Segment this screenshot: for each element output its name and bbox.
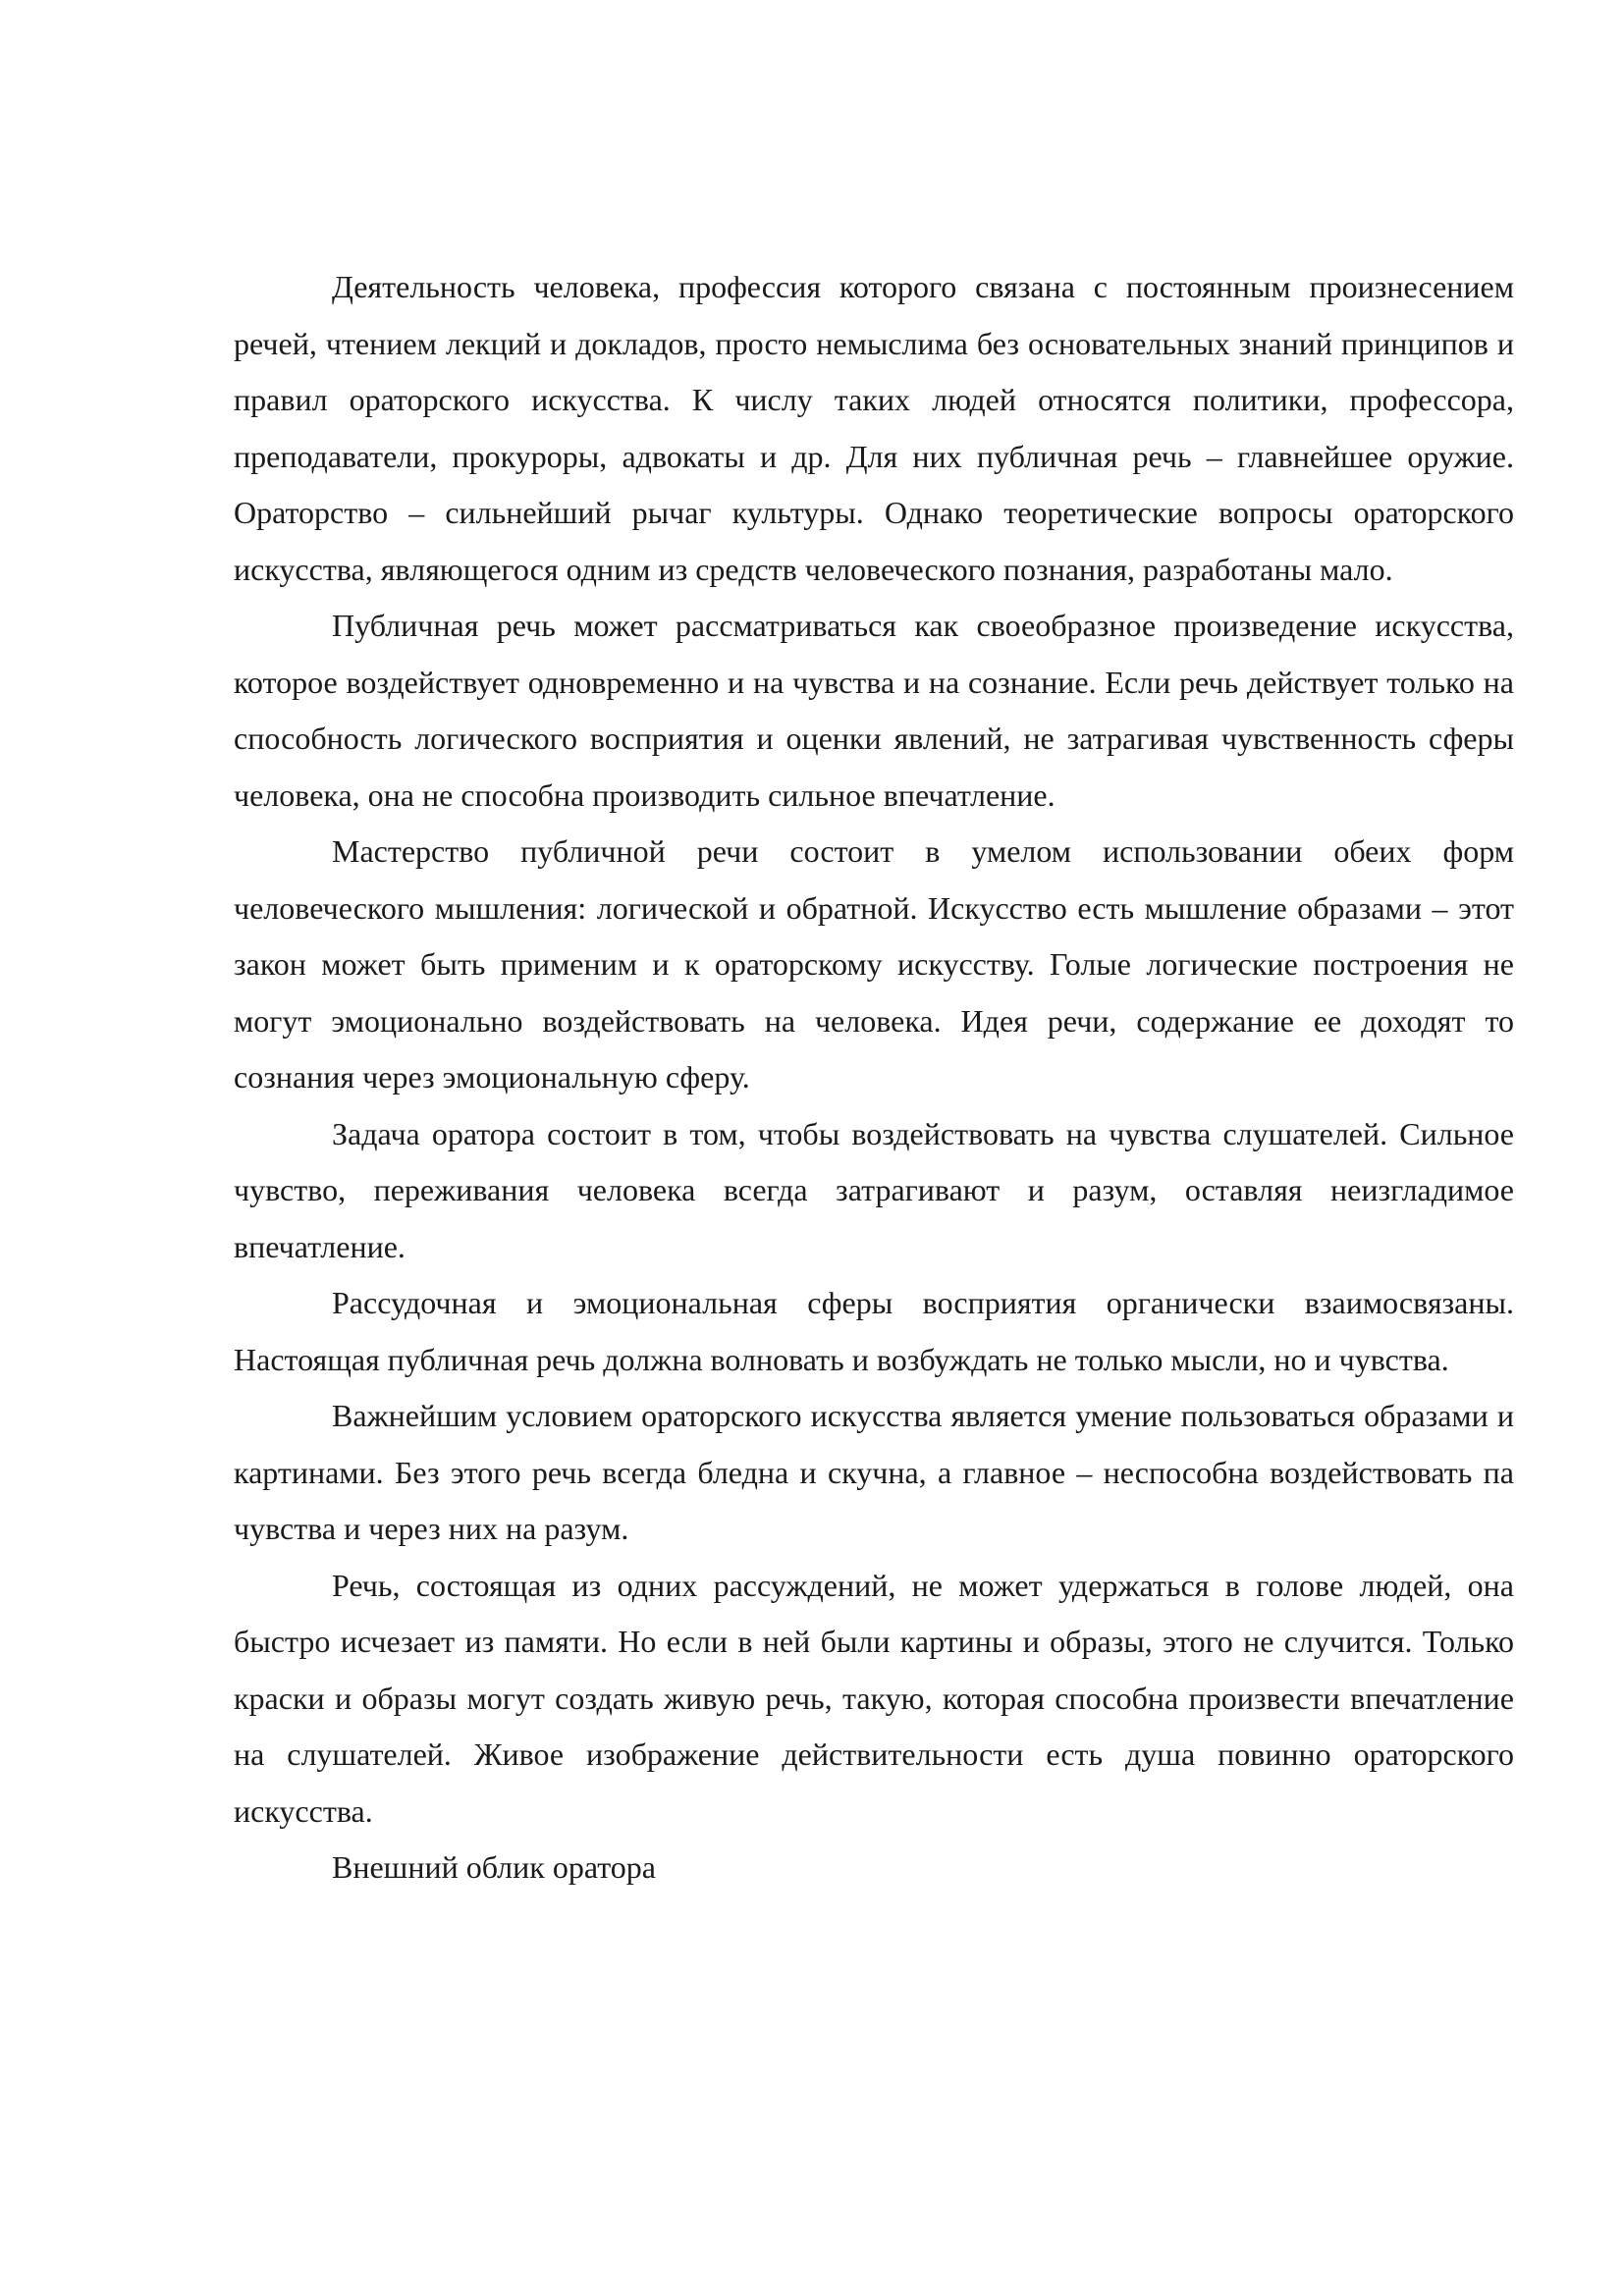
document-body [234, 259, 1514, 1896]
paragraph-3: Мастерство публичной речи состоит в умелом использовании обеих форм человеческого мышления: логической и обратной. Искусство есть мышление образами – этот закон может быть применим и к ораторскому искусству. Голые логические построения не могут эмоционально воздействовать на человека. Идея речи, содержание ее доходят то сознания через эмоциональную сферу. [234, 833, 1514, 1095]
section-heading-speaker-appearance: Внешний облик оратора [332, 1849, 656, 1885]
paragraph-1: Деятельность человека, профессия которого связана с постоянным произнесением речей, чтением лекций и докладов, просто немыслима без основательных знаний принципов и правил ораторского искусства. К числу таких людей относятся политики, профессора, преподаватели, прокуроры, адвокаты и др. Для них публичная речь – главнейшее оружие. Ораторство – сильнейший рычаг культуры. Однако теоретические вопросы ораторского искусства, являющегося одним из средств человеческого познания, разработаны мало. [234, 269, 1514, 587]
paragraph-2: Публичная речь может рассматриваться как своеобразное произведение искусства, которое воздействует одновременно и на чувства и на сознание. Если речь действует только на способность логического восприятия и оценки явлений, не затрагивая чувственность сферы человека, она не способна производить сильное впечатление. [234, 608, 1514, 813]
paragraph-7: Речь, состоящая из одних рассуждений, не может удержаться в голове людей, она быстро исчезает из памяти. Но если в ней были картины и образы, этого не случится. Только краски и образы могут создать живую речь, такую, которая способна произвести впечатление на слушателей. Живое изображение действительности есть душа повинно ораторского искусства. [234, 1567, 1514, 1829]
paragraph-6: Важнейшим условием ораторского искусства является умение пользоваться образами и картинами. Без этого речь всегда бледна и скучна, а главное – неспособна воздействовать па чувства и через них на разум. [234, 1398, 1514, 1546]
paragraph-5: Рассудочная и эмоциональная сферы восприятия органически взаимосвязаны. Настоящая публичная речь должна волновать и возбуждать не только мысли, но и чувства. [234, 1285, 1514, 1377]
paragraph-4: Задача оратора состоит в том, чтобы воздействовать на чувства слушателей. Сильное чувство, переживания человека всегда затрагивают и разум, оставляя неизгладимое впечатление. [234, 1115, 1514, 1264]
